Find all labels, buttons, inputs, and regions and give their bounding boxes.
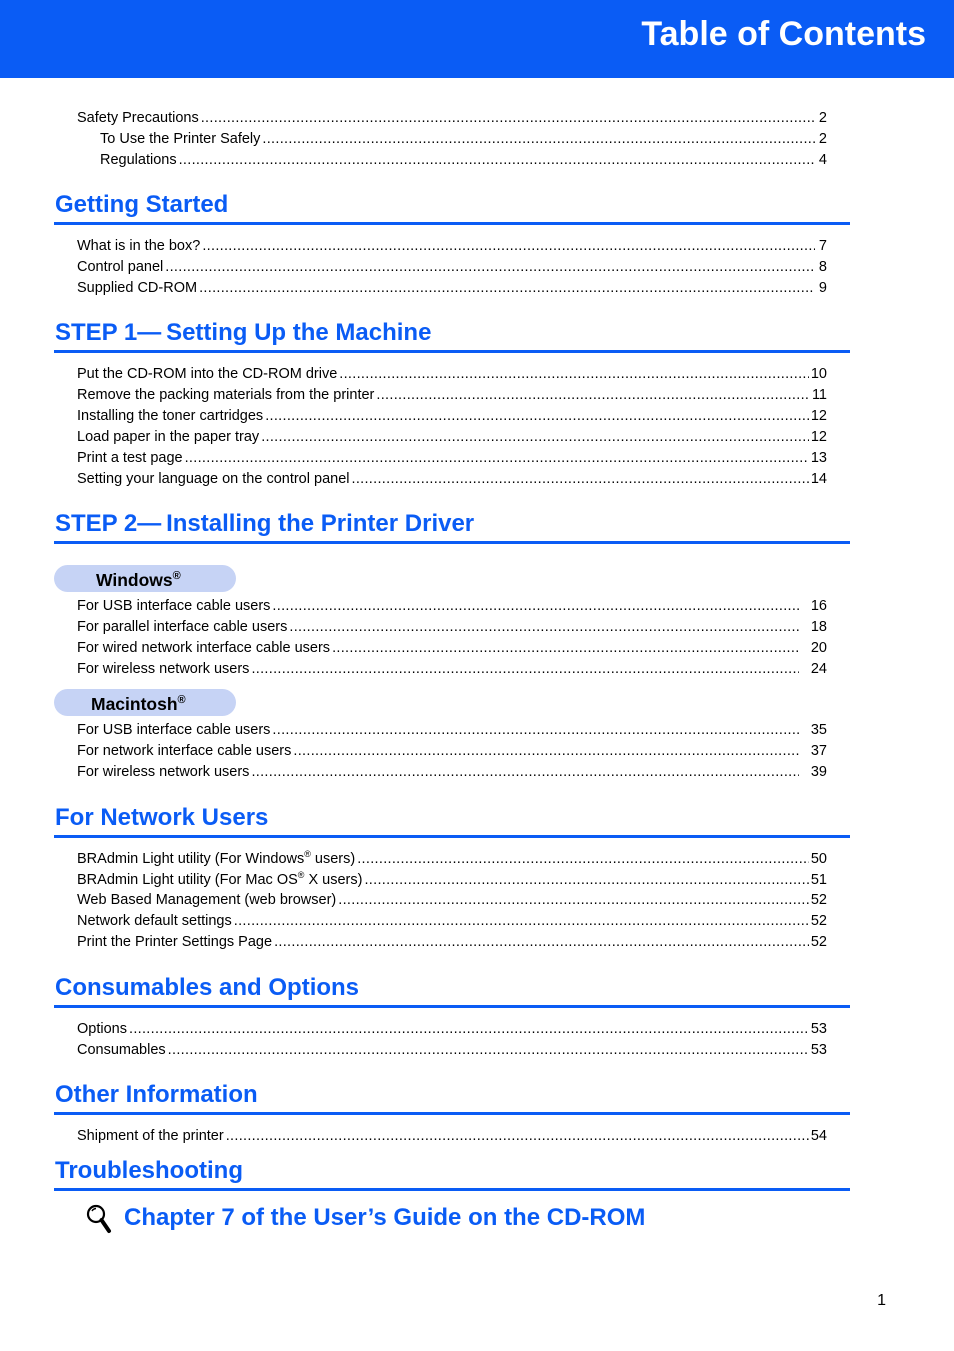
toc-entry[interactable] bbox=[77, 849, 827, 869]
chapter-reference-link[interactable]: Chapter 7 of the User’s Guide on the CD-ROM bbox=[124, 1204, 646, 1231]
toc-entry[interactable] bbox=[77, 932, 827, 952]
toc-entry[interactable] bbox=[77, 720, 827, 740]
toc-entry[interactable] bbox=[77, 108, 827, 128]
toc-entry[interactable] bbox=[77, 1040, 827, 1060]
toc-entry-page: 24 bbox=[810, 661, 827, 677]
section-heading-network: For Network Users bbox=[55, 804, 269, 831]
toc-entry-page: 54 bbox=[810, 1128, 827, 1144]
toc-entry-page: 9 bbox=[818, 280, 827, 296]
toc-entry-page: 18 bbox=[810, 619, 827, 635]
toc-entry[interactable] bbox=[77, 257, 827, 277]
toc-entry-label: Installing the toner cartridges bbox=[77, 408, 264, 424]
toc-entry-page: 52 bbox=[810, 934, 827, 950]
toc-entry-page: 7 bbox=[818, 238, 827, 254]
toc-entry[interactable] bbox=[77, 911, 827, 931]
page-number: 1 bbox=[877, 1292, 886, 1309]
section-rule bbox=[54, 1005, 850, 1008]
toc-entry-label: Print a test page bbox=[77, 450, 183, 466]
section-rule bbox=[54, 1188, 850, 1191]
section-heading-step1: STEP 1— Setting Up the Machine bbox=[55, 319, 432, 346]
toc-entry-page: 50 bbox=[810, 851, 827, 867]
toc-entry-label: Safety Precautions bbox=[77, 110, 199, 126]
toc-entry-page: 52 bbox=[810, 892, 827, 908]
toc-entry-label: For USB interface cable users bbox=[77, 722, 271, 738]
toc-entry-page: 53 bbox=[810, 1021, 827, 1037]
toc-entry-label: For wired network interface cable users bbox=[77, 640, 331, 656]
toc-entry[interactable] bbox=[77, 762, 827, 782]
toc-entry-label: Web Based Management (web browser) bbox=[77, 892, 337, 908]
section-heading-troubleshooting: Troubleshooting bbox=[55, 1157, 243, 1184]
toc-entry[interactable] bbox=[77, 1019, 827, 1039]
toc-entry[interactable] bbox=[77, 741, 827, 761]
section-heading-getting-started: Getting Started bbox=[55, 191, 229, 218]
toc-entry[interactable] bbox=[77, 1126, 827, 1146]
toc-entry-label: Network default settings bbox=[77, 913, 232, 929]
toc-entry-page: 51 bbox=[810, 872, 827, 888]
toc-entry-page: 2 bbox=[818, 131, 827, 147]
header-band bbox=[0, 0, 954, 78]
toc-entry-label: For wireless network users bbox=[77, 661, 250, 677]
toc-entry[interactable] bbox=[77, 278, 827, 298]
toc-entry[interactable] bbox=[77, 236, 827, 256]
toc-entry-label: Setting your language on the control panel bbox=[77, 471, 350, 487]
toc-entry[interactable] bbox=[77, 596, 827, 616]
toc-entry-page: 8 bbox=[818, 259, 827, 275]
toc-entry[interactable] bbox=[77, 870, 827, 890]
os-pill-macintosh-label: Macintosh® bbox=[91, 694, 186, 714]
os-pill-windows-label: Windows® bbox=[96, 570, 181, 590]
toc-entry-label: Put the CD-ROM into the CD-ROM drive bbox=[77, 366, 338, 382]
section-heading-other: Other Information bbox=[55, 1081, 258, 1108]
toc-entry-label: What is in the box? bbox=[77, 238, 201, 254]
section-rule bbox=[54, 1112, 850, 1115]
toc-entry-label: For USB interface cable users bbox=[77, 598, 271, 614]
toc-entry-label: For parallel interface cable users bbox=[77, 619, 288, 635]
toc-entry-page: 12 bbox=[810, 429, 827, 445]
toc-entry-label: To Use the Printer Safely bbox=[100, 131, 261, 147]
toc-entry-page: 16 bbox=[810, 598, 827, 614]
toc-entry-label: Load paper in the paper tray bbox=[77, 429, 260, 445]
section-rule bbox=[54, 835, 850, 838]
toc-entry-page: 2 bbox=[818, 110, 827, 126]
toc-entry-page: 10 bbox=[810, 366, 827, 382]
magnifier-icon bbox=[86, 1204, 112, 1234]
section-rule bbox=[54, 222, 850, 225]
toc-entry-label: Regulations bbox=[100, 152, 177, 168]
toc-entry[interactable] bbox=[77, 469, 827, 489]
toc-entry-page: 13 bbox=[810, 450, 827, 466]
toc-entry-label: Remove the packing materials from the printer bbox=[77, 387, 375, 403]
toc-entry-label: For network interface cable users bbox=[77, 743, 292, 759]
section-rule bbox=[54, 541, 850, 544]
toc-entry-label: For wireless network users bbox=[77, 764, 250, 780]
toc-entry-page: 20 bbox=[810, 640, 827, 656]
toc-entry[interactable] bbox=[77, 448, 827, 468]
toc-entry[interactable] bbox=[77, 364, 827, 384]
toc-entry[interactable] bbox=[100, 150, 827, 170]
toc-entry[interactable] bbox=[77, 427, 827, 447]
section-heading-step2: STEP 2— Installing the Printer Driver bbox=[55, 510, 475, 537]
toc-entry-label: BRAdmin Light utility (For Windows® users) bbox=[77, 849, 356, 867]
toc-entry-page: 39 bbox=[810, 764, 827, 780]
toc-entry[interactable] bbox=[100, 129, 827, 149]
toc-entry[interactable] bbox=[77, 406, 827, 426]
toc-entry-label: BRAdmin Light utility (For Mac OS® X users) bbox=[77, 870, 363, 888]
section-rule bbox=[54, 350, 850, 353]
toc-entry[interactable] bbox=[77, 890, 827, 910]
toc-entry-label: Shipment of the printer bbox=[77, 1128, 224, 1144]
toc-entry-page: 35 bbox=[810, 722, 827, 738]
toc-entry-page: 11 bbox=[811, 387, 827, 403]
toc-entry-page: 4 bbox=[818, 152, 827, 168]
toc-entry-page: 53 bbox=[810, 1042, 827, 1058]
toc-entry-label: Consumables bbox=[77, 1042, 166, 1058]
toc-entry-label: Supplied CD-ROM bbox=[77, 280, 198, 296]
page-title: Table of Contents bbox=[641, 15, 926, 53]
toc-entry-page: 37 bbox=[810, 743, 827, 759]
toc-entry[interactable] bbox=[77, 638, 827, 658]
toc-entry[interactable] bbox=[77, 659, 827, 679]
toc-entry-label: Control panel bbox=[77, 259, 164, 275]
toc-entry-page: 12 bbox=[810, 408, 827, 424]
toc-entry-page: 52 bbox=[810, 913, 827, 929]
toc-entry-label: Options bbox=[77, 1021, 127, 1037]
toc-entry[interactable] bbox=[77, 617, 827, 637]
toc-entry-page: 14 bbox=[810, 471, 827, 487]
toc-entry-label: Print the Printer Settings Page bbox=[77, 934, 273, 950]
section-heading-consumables: Consumables and Options bbox=[55, 974, 360, 1001]
toc-entry[interactable] bbox=[77, 385, 827, 405]
